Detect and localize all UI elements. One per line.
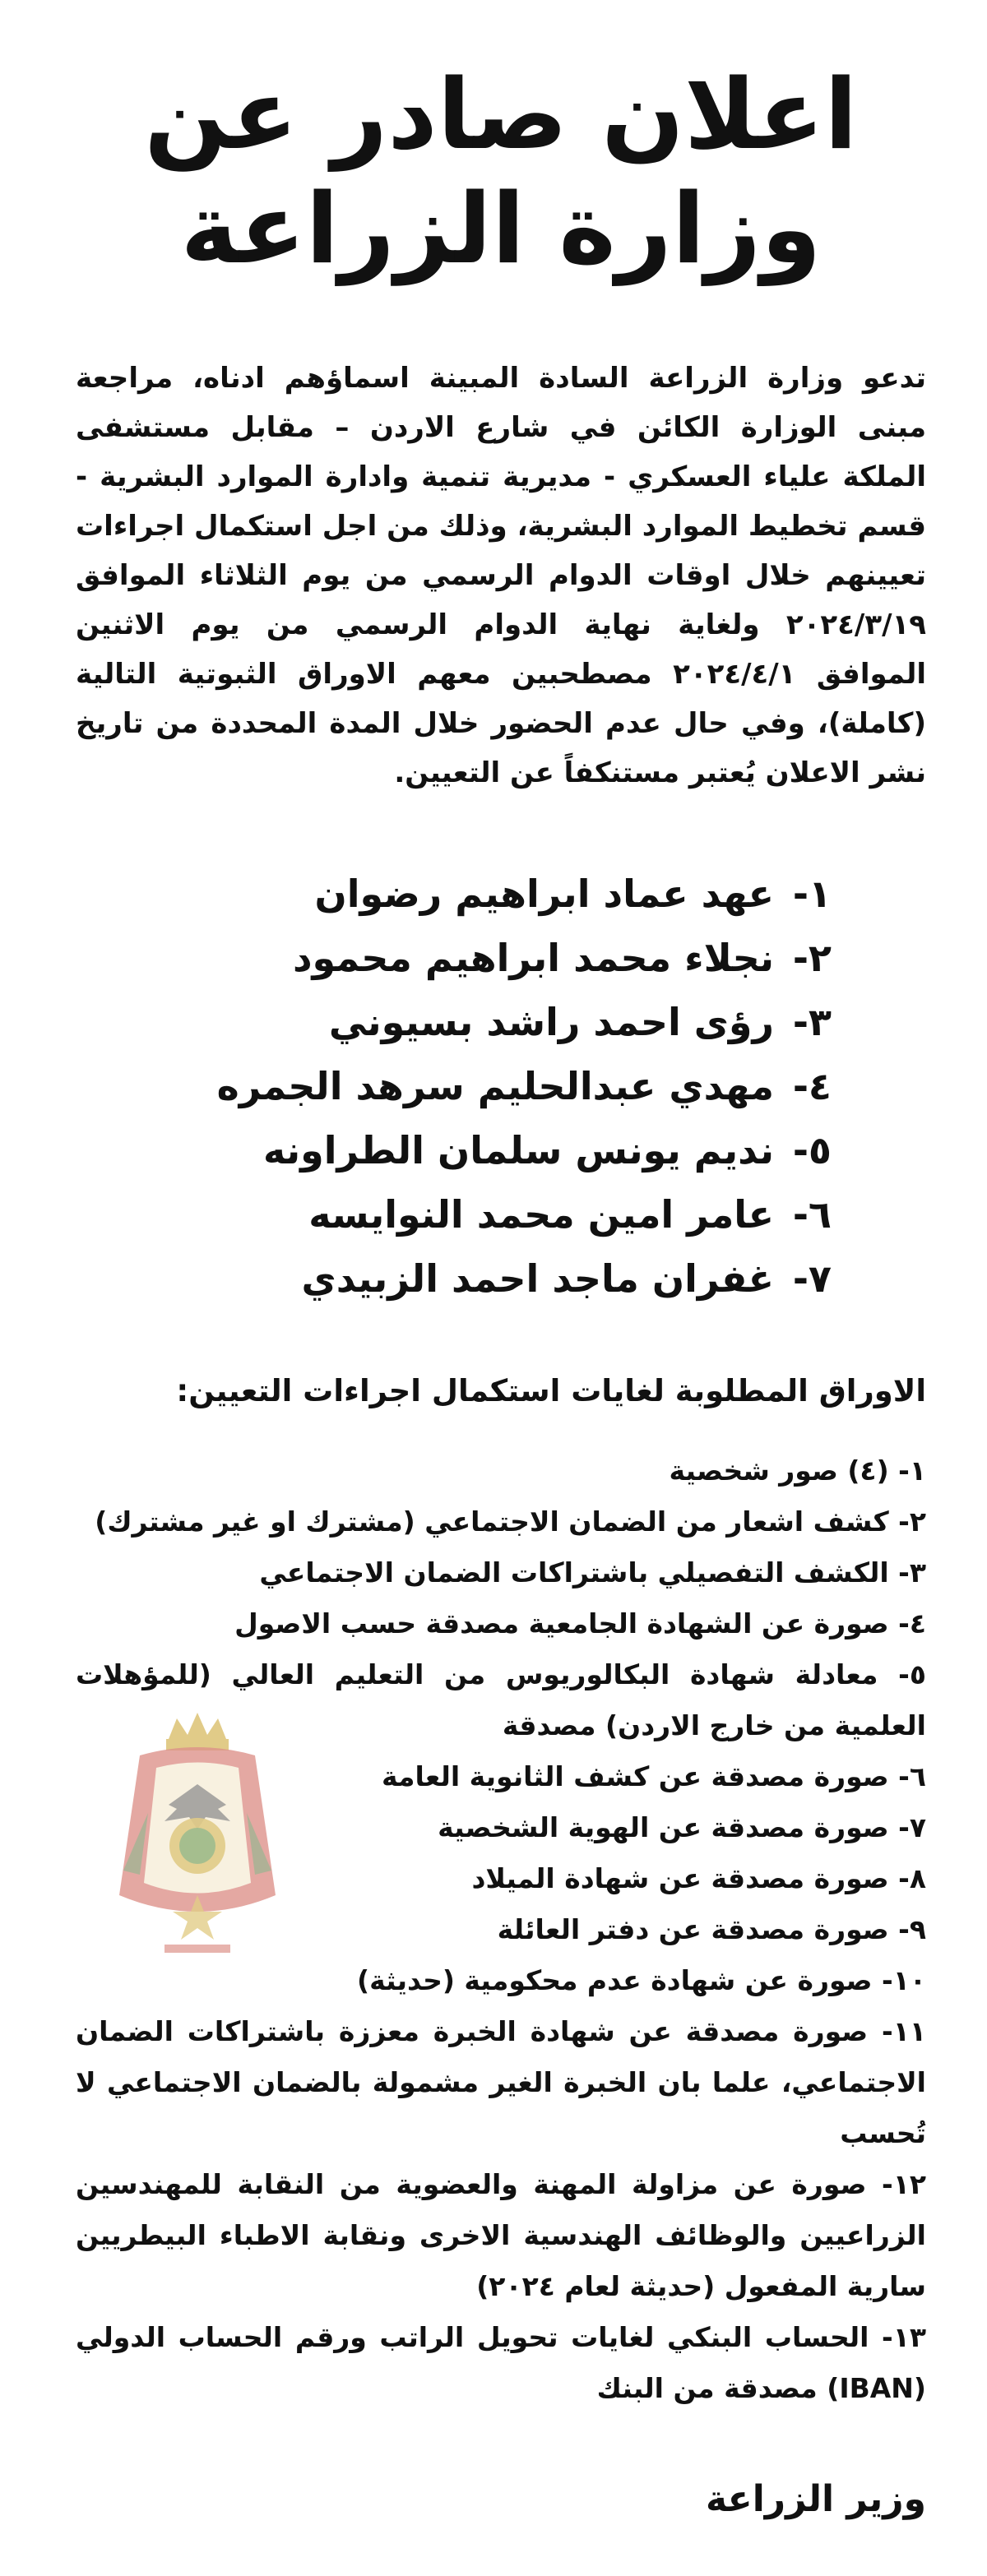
list-item: ٦- صورة مصدقة عن كشف الثانوية العامة	[382, 1760, 926, 1793]
title-line-1: اعلان صادر عن	[144, 58, 858, 171]
candidate-name: عهد عماد ابراهيم رضوان	[314, 872, 774, 917]
list-item	[76, 862, 832, 926]
name-number: ٧-	[792, 1256, 832, 1302]
announcement-title	[76, 0, 926, 286]
signature: وزير الزراعة	[705, 2478, 926, 2520]
list-item: ١٠- صورة عن شهادة عدم محكومية (حديثة)	[357, 1964, 926, 1997]
list-item: ١٢- صورة عن مزاولة المهنة والعضوية من النقابة للمهندسين الزراعيين والوظائف الهندسية الاخرى ونقابة الاطباء البيطريين سارية المفعول (حديثة لعام ٢٠٢٤)	[76, 2168, 926, 2303]
name-number: ٦-	[792, 1192, 832, 1237]
list-item	[76, 926, 832, 990]
documents-heading: الاوراق المطلوبة لغايات استكمال اجراءات التعيين:	[176, 1373, 926, 1409]
list-item: ٩- صورة مصدقة عن دفتر العائلة	[497, 1913, 926, 1946]
list-item: ٥- معادلة شهادة البكالوريوس من التعليم العالي (للمؤهلات العلمية من خارج الاردن) مصدقة	[76, 1658, 926, 1742]
intro-paragraph: تدعو وزارة الزراعة السادة المبينة اسماؤهم ادناه، مراجعة مبنى الوزارة الكائن في شارع الاردن – مقابل مستشفى الملكة علياء العسكري - مديرية تنمية وادارة الموارد البشرية - قسم تخطيط الموارد البشرية، وذلك من اجل استكمال اجراءات تعيينهم خلال اوقات الدوام الرسمي من يوم الثلاثاء الموافق ٢٠٢٤/٣/١٩ ولغاية نهاية الدوام الرسمي من يوم الاثنين الموافق ٢٠٢٤/٤/١ مصطحبين معهم الاوراق الثبوتية التالية (كاملة)، وفي حال عدم الحضور خلال المدة المحددة من تاريخ نشر الاعلان يُعتبر مستنكفاً عن التعيين.	[76, 362, 927, 790]
list-item: ١٣- الحساب البنكي لغايات تحويل الراتب ورقم الحساب الدولي (IBAN) مصدقة من البنك	[76, 2321, 926, 2405]
candidate-name: رؤى احمد راشد بسيوني	[328, 1000, 774, 1045]
candidate-name: نجلاء محمد ابراهيم محمود	[292, 936, 774, 981]
candidate-name: غفران ماجد احمد الزبيدي	[301, 1256, 774, 1302]
list-item	[76, 1118, 832, 1182]
name-number: ٣-	[792, 1000, 832, 1045]
list-item: ١- (٤) صور شخصية	[669, 1454, 926, 1487]
title-line-2: وزارة الزراعة	[180, 172, 822, 286]
list-item: ١١- صورة مصدقة عن شهادة الخبرة معززة باشتراكات الضمان الاجتماعي، علما بان الخبرة الغير مشمولة بالضمان الاجتماعي لا تُحسب	[76, 2015, 926, 2150]
name-number: ٢-	[792, 936, 832, 981]
candidate-name: عامر امين محمد النوايسه	[308, 1192, 774, 1237]
list-item: ٧- صورة مصدقة عن الهوية الشخصية	[438, 1811, 926, 1844]
list-item: ٤- صورة عن الشهادة الجامعية مصدقة حسب الاصول	[234, 1607, 926, 1640]
list-item: ٨- صورة مصدقة عن شهادة الميلاد	[471, 1862, 926, 1895]
documents-list	[76, 1445, 926, 2414]
candidate-name: مهدي عبدالحليم سرهد الجمره	[216, 1064, 774, 1109]
list-item	[76, 1246, 832, 1311]
name-number: ٤-	[792, 1064, 832, 1109]
list-item	[76, 1054, 832, 1118]
list-item	[76, 1182, 832, 1246]
name-number: ٥-	[792, 1128, 832, 1173]
candidate-name: نديم يونس سلمان الطراونه	[262, 1128, 774, 1173]
names-list	[76, 862, 926, 1311]
list-item: ٢- كشف اشعار من الضمان الاجتماعي (مشترك او غير مشترك)	[95, 1505, 926, 1538]
name-number: ١-	[792, 872, 832, 917]
list-item: ٣- الكشف التفصيلي باشتراكات الضمان الاجتماعي	[259, 1556, 926, 1589]
list-item	[76, 990, 832, 1054]
